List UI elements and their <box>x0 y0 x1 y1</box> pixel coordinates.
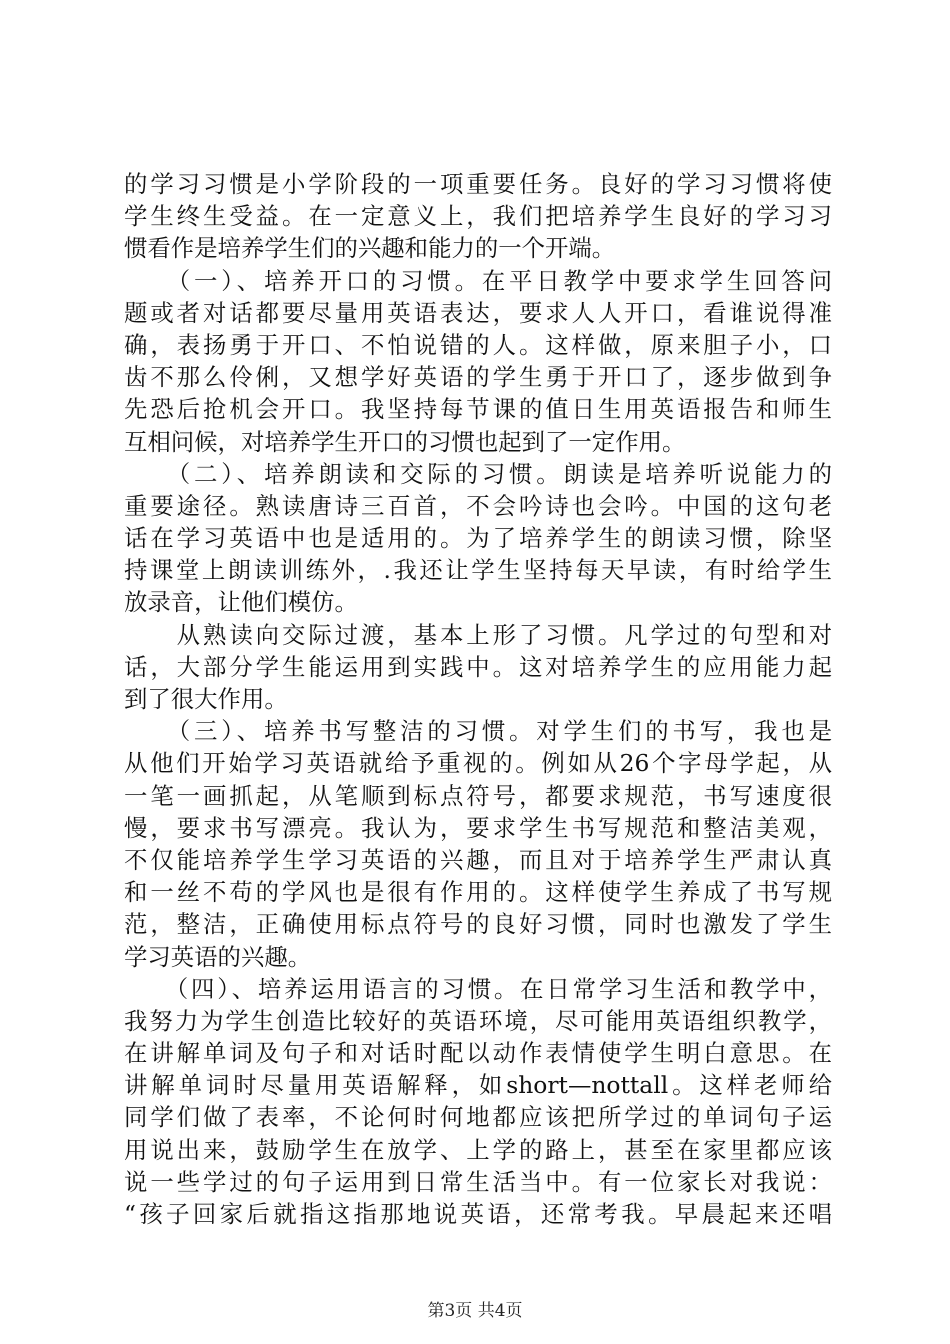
text-line: 我努力为学生创造比较好的英语环境，尽可能用英语组织教学， <box>124 1006 832 1035</box>
text-line: 讲解单词时尽量用英语解释，如short—nottall。这样老师给 <box>124 1071 832 1100</box>
text-line: 和一丝不苟的学风也是很有作用的。这样使学生养成了书写规 <box>124 878 832 907</box>
text-line: 话，大部分学生能运用到实践中。这对培养学生的应用能力起 <box>124 652 832 681</box>
text-line: （二）、培养朗读和交际的习惯。朗读是培养听说能力的 <box>124 459 832 488</box>
text-line: 从熟读向交际过渡，基本上形了习惯。凡学过的句型和对 <box>124 620 832 649</box>
text-line: 放录音，让他们模仿。 <box>124 588 358 617</box>
text-line: 齿不那么伶俐，又想学好英语的学生勇于开口了，逐步做到争 <box>124 363 832 392</box>
text-line: 不仅能培养学生学习英语的兴趣，而且对于培养学生严肃认真 <box>124 845 832 874</box>
text-line: 说一些学过的句子运用到日常生活当中。有一位家长对我说： <box>124 1167 832 1196</box>
text-line: （一）、培养开口的习惯。在平日教学中要求学生回答问 <box>124 266 832 295</box>
text-line: 的学习习惯是小学阶段的一项重要任务。良好的学习习惯将使 <box>124 170 832 198</box>
text-line: 确，表扬勇于开口、不怕说错的人。这样做，原来胆子小，口 <box>124 330 832 359</box>
text-line: 从他们开始学习英语就给予重视的。例如从26个字母学起，从 <box>124 749 832 778</box>
page-footer: 第3页 共4页 <box>427 1301 523 1321</box>
text-line: 互相问候，对培养学生开口的习惯也起到了一定作用。 <box>124 427 686 456</box>
text-line: 题或者对话都要尽量用英语表达，要求人人开口，看谁说得准 <box>124 298 832 327</box>
text-line: 先恐后抢机会开口。我坚持每节课的值日生用英语报告和师生 <box>124 395 832 424</box>
text-line: 一笔一画抓起，从笔顺到标点符号，都要求规范，书写速度很 <box>124 781 832 810</box>
text-line: 惯看作是培养学生们的兴趣和能力的一个开端。 <box>124 234 616 263</box>
text-line: 慢，要求书写漂亮。我认为，要求学生书写规范和整洁美观， <box>124 813 832 842</box>
text-line: “孩子回家后就指这指那地说英语，还常考我。早晨起来还唱 <box>124 1200 832 1228</box>
text-line: 同学们做了表率，不论何时何地都应该把所学过的单词句子运 <box>124 1103 832 1132</box>
text-line: 在讲解单词及句子和对话时配以动作表情使学生明白意思。在 <box>124 1039 832 1068</box>
text-line: （三）、培养书写整洁的习惯。对学生们的书写，我也是 <box>124 717 832 746</box>
text-line: 持课堂上朗读训练外，.我还让学生坚持每天早读，有时给学生 <box>124 556 832 585</box>
text-line: 学习英语的兴趣。 <box>124 942 312 971</box>
text-line: 学生终生受益。在一定意义上，我们把培养学生良好的学习习 <box>124 202 832 231</box>
text-line: 话在学习英语中也是适用的。为了培养学生的朗读习惯，除坚 <box>124 524 832 553</box>
text-line: 范，整洁，正确使用标点符号的良好习惯，同时也激发了学生 <box>124 910 832 939</box>
text-line: 到了很大作用。 <box>124 685 288 713</box>
text-line: 用说出来，鼓励学生在放学、上学的路上，甚至在家里都应该 <box>124 1135 832 1164</box>
text-line: （四）、培养运用语言的习惯。在日常学习生活和教学中， <box>124 974 832 1003</box>
text-line: 重要途径。熟读唐诗三百首，不会吟诗也会吟。中国的这句老 <box>124 491 832 520</box>
body-text <box>124 168 832 1230</box>
